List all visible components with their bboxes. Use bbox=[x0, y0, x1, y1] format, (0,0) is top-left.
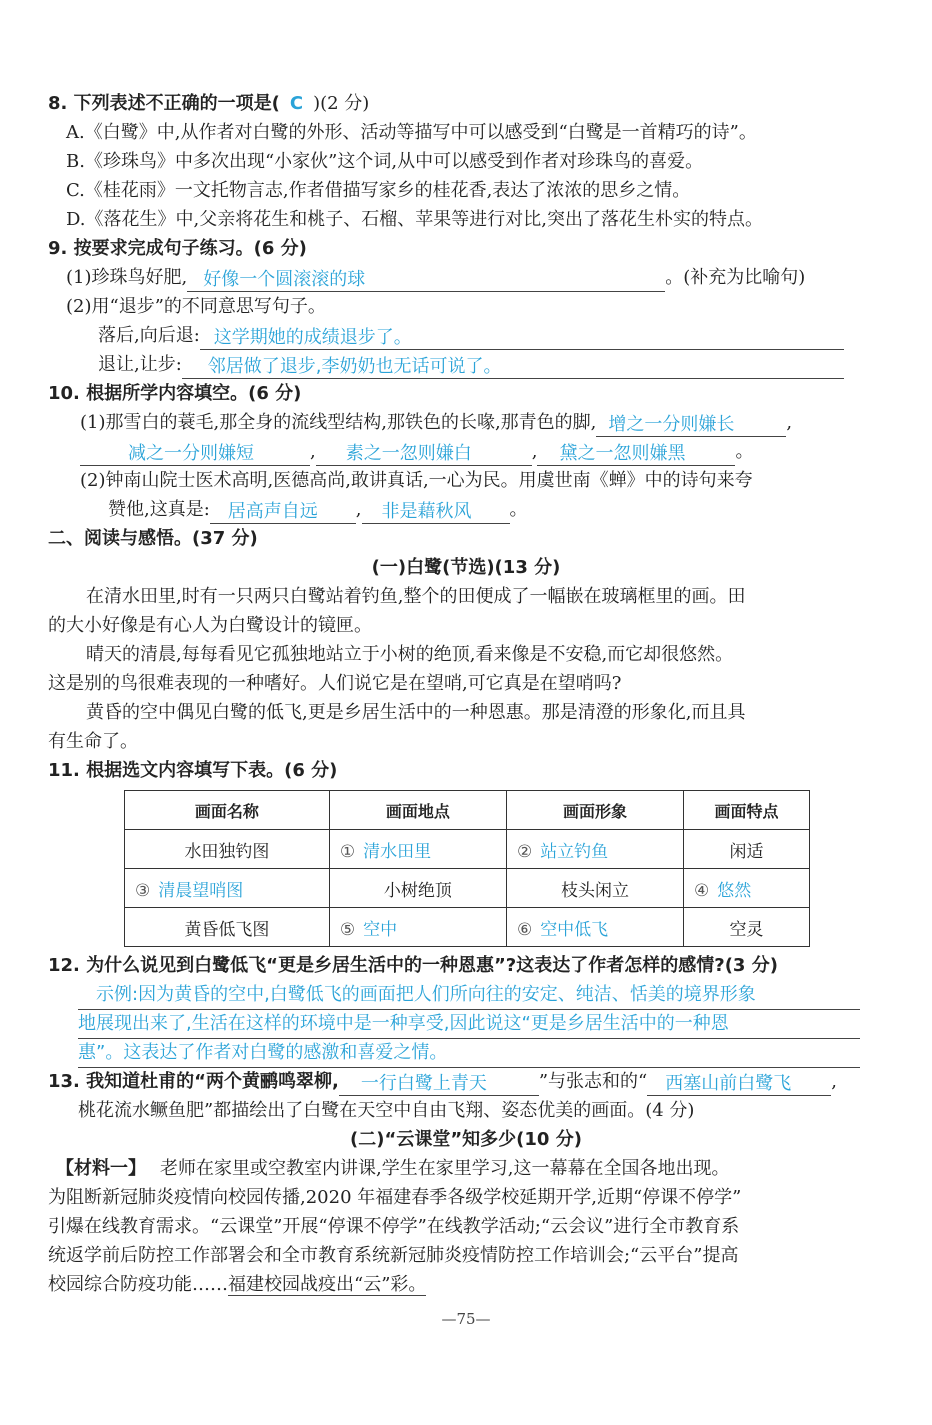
section2-title: 二、阅读与感悟。(37 分) bbox=[48, 528, 258, 549]
passage-line: 的大小好像是有心人为白鹭设计的镜匣。 bbox=[48, 615, 372, 636]
table-cell: 闲适 bbox=[684, 830, 810, 869]
q10-p1-answer4: 黛之一忽则嫌黑 bbox=[537, 441, 735, 466]
q8-stem-a: 8. 下列表述不正确的一项是( bbox=[48, 93, 280, 114]
cell-answer: 空中 bbox=[363, 919, 398, 940]
cell-number: ⑥ bbox=[516, 919, 533, 940]
comma: , bbox=[786, 412, 793, 433]
q11-table bbox=[124, 790, 810, 947]
page-number: —75— bbox=[441, 1310, 491, 1328]
q8-option-c: C.《桂花雨》一文托物言志,作者借描写家乡的桂花香,表达了浓浓的思乡之情。 bbox=[66, 180, 691, 201]
q8-option-b: B.《珍珠鸟》中多次出现“小家伙”这个词,从中可以感受到作者对珍珠鸟的喜爱。 bbox=[66, 151, 704, 172]
q10-p2-answer2: 非是藉秋风 bbox=[362, 499, 510, 524]
passage-line: 这是别的鸟很难表现的一种嗜好。人们说它是在望哨,可它真是在望哨吗? bbox=[48, 673, 622, 694]
period: 。 bbox=[735, 441, 754, 462]
q12-answer-line: 惠”。这表达了作者对白鹭的感激和喜爱之情。 bbox=[78, 1039, 860, 1068]
q9-p1-note: 。(补充为比喻句) bbox=[665, 267, 806, 288]
material-label: 【材料一】 bbox=[56, 1158, 146, 1179]
q9-p2a-answer: 这学期她的成绩退步了。 bbox=[200, 325, 844, 350]
col-header: 画面地点 bbox=[329, 791, 506, 830]
table-cell: 水田独钓图 bbox=[125, 830, 330, 869]
table-cell bbox=[329, 830, 506, 869]
q12-answer-line: 示例:因为黄昏的空中,白鹭低飞的画面把人们所向往的安定、纯洁、恬美的境界形象 bbox=[78, 981, 860, 1010]
q10-p1-answer2: 减之一分则嫌短 bbox=[80, 441, 310, 466]
q9-p1-answer: 好像一个圆滚滚的球 bbox=[187, 267, 665, 292]
q9-p2a-label: 落后,向后退: bbox=[98, 325, 200, 346]
q10-part2-line2 bbox=[108, 496, 528, 524]
material-source: 福建校园战疫出“云”彩。 bbox=[228, 1274, 427, 1295]
part2-title: (二)“云课堂”知多少(10 分) bbox=[350, 1129, 582, 1150]
q10-p2-answer1: 居高声自远 bbox=[210, 499, 356, 524]
q9-part2b bbox=[98, 351, 844, 379]
table-row bbox=[125, 830, 810, 869]
part1-title: (一)白鹭(节选)(13 分) bbox=[371, 557, 561, 578]
table-cell bbox=[506, 830, 683, 869]
passage-line: 晴天的清晨,每每看见它孤独地站立于小树的绝顶,看来像是不安稳,而它却很悠然。 bbox=[86, 644, 734, 665]
cell-answer: 清水田里 bbox=[363, 841, 432, 862]
cell-answer: 站立钓鱼 bbox=[540, 841, 609, 862]
table-cell bbox=[506, 908, 683, 947]
q13-line2: 桃花流水鳜鱼肥”都描绘出了白鹭在天空中自由飞翔、姿态优美的画面。(4 分) bbox=[78, 1100, 695, 1121]
cell-number: ① bbox=[339, 841, 356, 862]
q9-part1 bbox=[66, 264, 805, 292]
material-text: 校园综合防疫功能…… bbox=[48, 1274, 228, 1295]
table-cell: 黄昏低飞图 bbox=[125, 908, 330, 947]
q10-stem: 10. 根据所学内容填空。(6 分) bbox=[48, 383, 302, 404]
table-cell: 枝头闲立 bbox=[506, 869, 683, 908]
passage-line: 黄昏的空中偶见白鹭的低飞,更是乡居生活中的一种恩惠。那是清澄的形象化,而且具 bbox=[86, 702, 746, 723]
cell-answer: 清晨望哨图 bbox=[158, 880, 244, 901]
passage-line: 有生命了。 bbox=[48, 731, 138, 752]
cell-answer: 悠然 bbox=[717, 880, 752, 901]
q10-part1-line1 bbox=[80, 409, 792, 437]
q10-p2-text2: 赞他,这真是: bbox=[108, 499, 210, 520]
period: 。 bbox=[509, 499, 528, 520]
q12-answer-line: 地展现出来了,生活在这样的环境中是一种享受,因此说这“更是乡居生活中的一种恩 bbox=[78, 1010, 860, 1039]
q8-answer: C bbox=[289, 93, 304, 114]
material-text: 老师在家里或空教室内讲课,学生在家里学习,这一幕幕在全国各地出现。 bbox=[160, 1158, 730, 1179]
table-cell bbox=[329, 908, 506, 947]
q8-stem bbox=[48, 90, 369, 118]
table-cell bbox=[125, 869, 330, 908]
q13-answer2: 西塞山前白鹭飞 bbox=[647, 1071, 831, 1096]
q9-p2b-answer: 邻居做了退步,李奶奶也无话可说了。 bbox=[182, 354, 844, 379]
table-cell bbox=[684, 869, 810, 908]
q8-option-d: D.《落花生》中,父亲将花生和桃子、石榴、苹果等进行对比,突出了落花生朴实的特点。 bbox=[66, 209, 763, 230]
material1-line: 统返学前后防控工作部署会和全市教育系统新冠肺炎疫情防控工作培训会;“云平台”提高 bbox=[48, 1245, 739, 1266]
table-row bbox=[125, 869, 810, 908]
material1-line1 bbox=[56, 1155, 729, 1183]
q9-part2-label: (2)用“退步”的不同意思写句子。 bbox=[66, 296, 326, 317]
q13-answer1: 一行白鹭上青天 bbox=[339, 1071, 539, 1096]
cell-number: ⑤ bbox=[339, 919, 356, 940]
q9-p1-label: (1)珍珠鸟好肥, bbox=[66, 267, 188, 288]
q10-part1-line2 bbox=[80, 438, 753, 466]
q8-stem-b: )(2 分) bbox=[313, 93, 370, 114]
q9-stem: 9. 按要求完成句子练习。(6 分) bbox=[48, 238, 307, 259]
q10-p1-answer3: 素之一忽则嫌白 bbox=[316, 441, 532, 466]
q9-part2a bbox=[98, 322, 844, 350]
table-cell: 空灵 bbox=[684, 908, 810, 947]
cell-answer: 空中低飞 bbox=[540, 919, 609, 940]
comma: , bbox=[355, 499, 362, 520]
q13-stem-c: , bbox=[831, 1071, 837, 1092]
comma: , bbox=[531, 441, 538, 462]
q12-stem: 12. 为什么说见到白鹭低飞“更是乡居生活中的一种恩惠”?这表达了作者怎样的感情?(3 分) bbox=[48, 955, 778, 976]
q13-line1 bbox=[48, 1068, 837, 1096]
table-row bbox=[125, 908, 810, 947]
cell-number: ③ bbox=[135, 880, 151, 901]
q11-stem: 11. 根据选文内容填写下表。(6 分) bbox=[48, 760, 338, 781]
q13-stem-a: 13. 我知道杜甫的“两个黄鹂鸣翠柳, bbox=[48, 1071, 339, 1092]
material1-line: 引爆在线教育需求。“云课堂”开展“停课不停学”在线教学活动;“云会议”进行全市教育系 bbox=[48, 1216, 740, 1237]
col-header: 画面形象 bbox=[506, 791, 683, 830]
q8-option-a: A.《白鹭》中,从作者对白鹭的外形、活动等描写中可以感受到“白鹭是一首精巧的诗”。 bbox=[66, 122, 757, 143]
table-header-row bbox=[125, 791, 810, 830]
q10-part2-line1: (2)钟南山院士医术高明,医德高尚,敢讲真话,一心为民。用虞世南《蝉》中的诗句来夸 bbox=[80, 470, 753, 491]
col-header: 画面特点 bbox=[684, 791, 810, 830]
material1-line5 bbox=[48, 1271, 426, 1299]
q9-p2b-label: 退让,让步: bbox=[98, 354, 182, 375]
comma: , bbox=[310, 441, 316, 462]
q10-p1-answer1: 增之一分则嫌长 bbox=[596, 412, 786, 437]
q13-stem-b: ”与张志和的“ bbox=[538, 1071, 648, 1092]
material1-line: 为阻断新冠肺炎疫情向校园传播,2020 年福建春季各级学校延期开学,近期“停课不停学” bbox=[48, 1187, 742, 1208]
cell-number: ② bbox=[516, 841, 533, 862]
passage-line: 在清水田里,时有一只两只白鹭站着钓鱼,整个的田便成了一幅嵌在玻璃框里的画。田 bbox=[86, 586, 746, 607]
q10-p1-text: (1)那雪白的蓑毛,那全身的流线型结构,那铁色的长喙,那青色的脚, bbox=[80, 412, 597, 433]
col-header: 画面名称 bbox=[125, 791, 330, 830]
cell-number: ④ bbox=[694, 880, 710, 901]
table-cell: 小树绝顶 bbox=[329, 869, 506, 908]
